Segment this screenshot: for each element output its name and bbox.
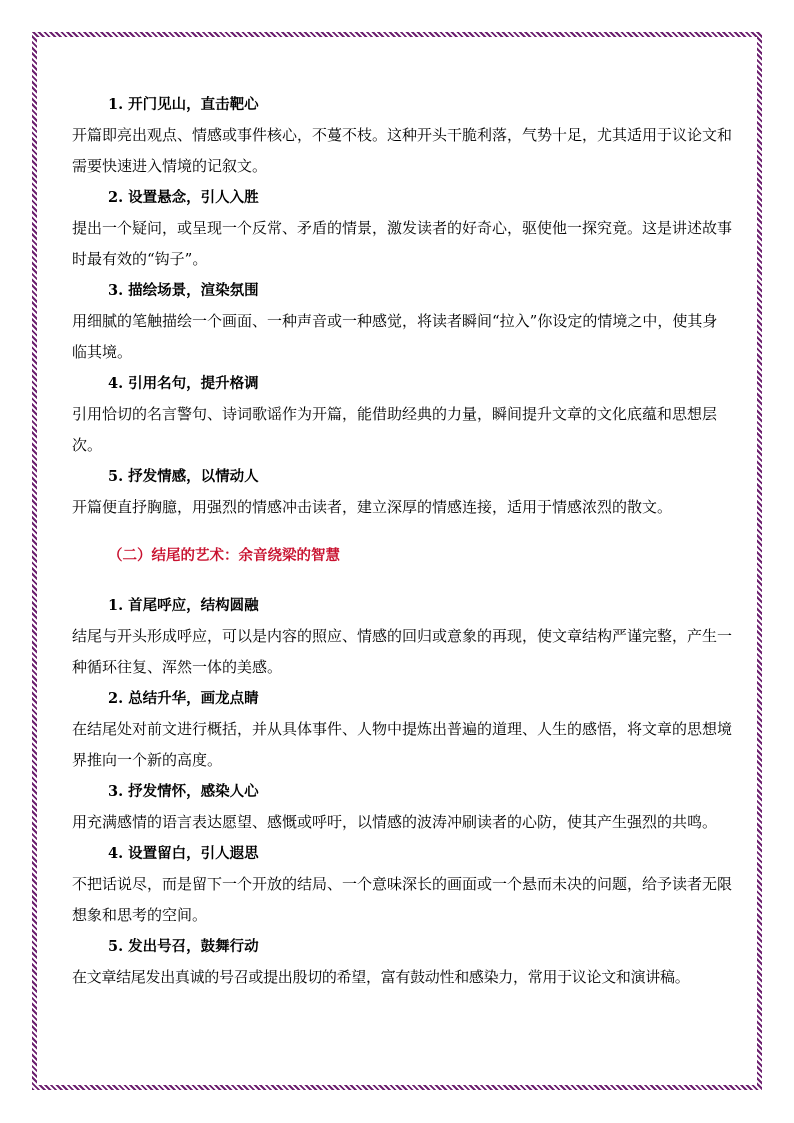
document-body xyxy=(72,89,732,993)
opening-item-3-text: 用细腻的笔触描绘一个画面、一种声音或一种感觉，将读者瞬间“拉入”你设定的情境之中，使其身临其境。 xyxy=(72,312,718,361)
opening-item-2-heading: 2. 设置悬念，引人入胜 xyxy=(108,189,259,206)
ending-item-2-heading: 2. 总结升华，画龙点睛 xyxy=(108,690,259,707)
ending-item-5-text: 在文章结尾发出真诚的号召或提出殷切的希望，富有鼓动性和感染力，常用于议论文和演讲稿。 xyxy=(72,968,690,986)
ending-item-2-text: 在结尾处对前文进行概括，并从具体事件、人物中提炼出普遍的道理、人生的感悟，将文章的思想境界推向一个新的高度。 xyxy=(72,720,733,769)
opening-item-4-text: 引用恰切的名言警句、诗词歌谣作为开篇，能借助经典的力量，瞬间提升文章的文化底蕴和思想层次。 xyxy=(72,405,718,454)
ending-item-3-text: 用充满感情的语言表达愿望、感慨或呼吁，以情感的波涛冲刷读者的心防，使其产生强烈的共鸣。 xyxy=(72,813,718,831)
ending-list xyxy=(72,590,732,993)
section-title: （二）结尾的艺术：余音绕梁的智慧 xyxy=(108,547,340,564)
ending-item-1-text: 结尾与开头形成呼应，可以是内容的照应、情感的回归或意象的再现，使文章结构严谨完整，产生一种循环往复、浑然一体的美感。 xyxy=(72,627,733,676)
ending-item-4-heading: 4. 设置留白，引人遐思 xyxy=(108,845,259,862)
opening-item-2-text: 提出一个疑问，或呈现一个反常、矛盾的情景，激发读者的好奇心，驱使他一探究竟。这是讲述故事时最有效的“钩子”。 xyxy=(72,219,733,268)
opening-item-1-heading: 1. 开门见山，直击靶心 xyxy=(108,96,259,113)
ending-item-5-heading: 5. 发出号召，鼓舞行动 xyxy=(108,938,259,955)
opening-item-5-text: 开篇便直抒胸臆，用强烈的情感冲击读者，建立深厚的情感连接，适用于情感浓烈的散文。 xyxy=(72,498,673,516)
opening-item-5-heading: 5. 抒发情感，以情动人 xyxy=(108,468,259,485)
opening-item-3-heading: 3. 描绘场景，渲染氛围 xyxy=(108,282,259,299)
opening-item-1-text: 开篇即亮出观点、情感或事件核心，不蔓不枝。这种开头干脆利落，气势十足，尤其适用于议论文和需要快速进入情境的记叙文。 xyxy=(72,126,733,175)
ending-item-3-heading: 3. 抒发情怀，感染人心 xyxy=(108,783,259,800)
opening-item-4-heading: 4. 引用名句，提升格调 xyxy=(108,375,259,392)
opening-list xyxy=(72,89,732,523)
ending-item-4-text: 不把话说尽，而是留下一个开放的结局、一个意味深长的画面或一个悬而未决的问题，给予读者无限想象和思考的空间。 xyxy=(72,875,733,924)
ending-item-1-heading: 1. 首尾呼应，结构圆融 xyxy=(108,597,259,614)
